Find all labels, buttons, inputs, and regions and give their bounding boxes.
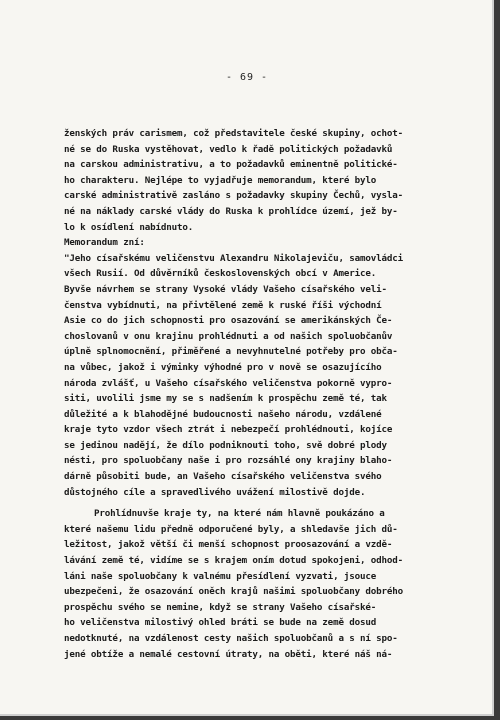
text-line: né se do Ruska vystěhovat, vedlo k řadě politických požadavků <box>64 143 393 155</box>
text-line: kraje tyto vzdor všech ztrát i nebezpečí prohlédnouti, kojíce <box>64 424 393 436</box>
section-heading: Memorandum zní: <box>64 237 145 249</box>
text-line: jené obtíže a nemalé cestovní útraty, na oběti, které náš ná- <box>64 648 393 660</box>
text-line: ženských práv carismem, což představitele české skupiny, ochot- <box>64 128 404 139</box>
text-line: lávání země té, vidíme se s krajem oním dotud spokojeni, odhod- <box>64 555 404 567</box>
text-line: které našemu lidu předně odporučené byly, a shledavše jich dů- <box>64 523 398 535</box>
body-text <box>64 126 432 662</box>
text-line: nésti, pro spoluobčany naše i pro rozsáhlé ony krajiny blaho- <box>64 455 393 467</box>
text-line: čenstva vybídnuti, na přivtělené země k ruské říši východní <box>64 299 382 311</box>
text-line: ho veličenstva milostivý ohled bráti se bude na země dosud <box>64 617 377 629</box>
page-number: - 69 - <box>225 72 269 83</box>
text-line: dárně působiti bude, an Vašeho císařského veličenstva svého <box>64 471 382 483</box>
text-line: úplně splnomocnění, přiměřené a nevyhnutelné potřeby pro obča- <box>64 346 398 358</box>
text-line: prospěchu svého se nemine, když se strany Vašeho císařské- <box>64 601 377 613</box>
text-line: choslovanů v onu krajinu prohlédnuti a od našich spoluobčanův <box>64 330 393 342</box>
text-line: ubezpečeni, že osazování oněch krajů našimi spoluobčany dobrého <box>64 586 404 598</box>
text-line: důstojného cíle a spravedlivého uvážení milostivě dojde. <box>64 486 366 498</box>
text-line: na carskou administrativu, a to požadavků eminentně politické- <box>64 159 398 171</box>
text-line: Byvše návrhem se strany Vysoké vlády Vašeho císařského veli- <box>64 283 387 295</box>
text-line: se jedinou nadějí, že dílo podniknouti toho, svě dobré plody <box>64 439 387 451</box>
text-line: nedotknuté, na vzdálenost cesty našich spoluobčanů a s ní spo- <box>64 633 398 644</box>
text-line: národa zvlášť, u Vašeho císařského veličenstva pokorně vypro- <box>64 377 393 389</box>
text-line: siti, uvolili jsme my se s nadšením k prospěchu země té, tak <box>64 393 387 405</box>
text-line: důležité a k blahodějné budoucnosti našeho národu, vzdálené <box>64 408 382 420</box>
text-line: na vůbec, jakož i výminky výhodné pro v nově se osazujícího <box>64 361 382 373</box>
text-line: Prohlídnuvše kraje ty, na které nám hlavně poukázáno a <box>94 508 385 520</box>
text-line: ležitost, jakož větší či menší schopnost proosazování a vzdě- <box>64 539 393 551</box>
text-line: láni naše spoluobčany k valnému přesídlení vyzvati, jsouce <box>64 570 377 582</box>
text-line: ho charakteru. Nejlépe to vyjadřuje memorandum, které bylo <box>64 174 377 186</box>
text-line: Asie co do jich schopnosti pro osazování se amerikánských Če- <box>64 315 393 327</box>
text-line: "Jeho císařskému veličenstvu Alexandru Nikolajeviču, samovládci <box>64 252 404 264</box>
text-line: všech Rusií. Od důvěrníků československých obcí v Americe. <box>64 268 377 280</box>
text-line: lo k osídlení nabídnuto. <box>64 221 194 233</box>
text-line: né na náklady carské vlády do Ruska k prohlídce území, jež by- <box>64 205 398 217</box>
text-line: carské administrativě zasláno s požadavky skupiny Čechů, vysla- <box>64 190 404 202</box>
